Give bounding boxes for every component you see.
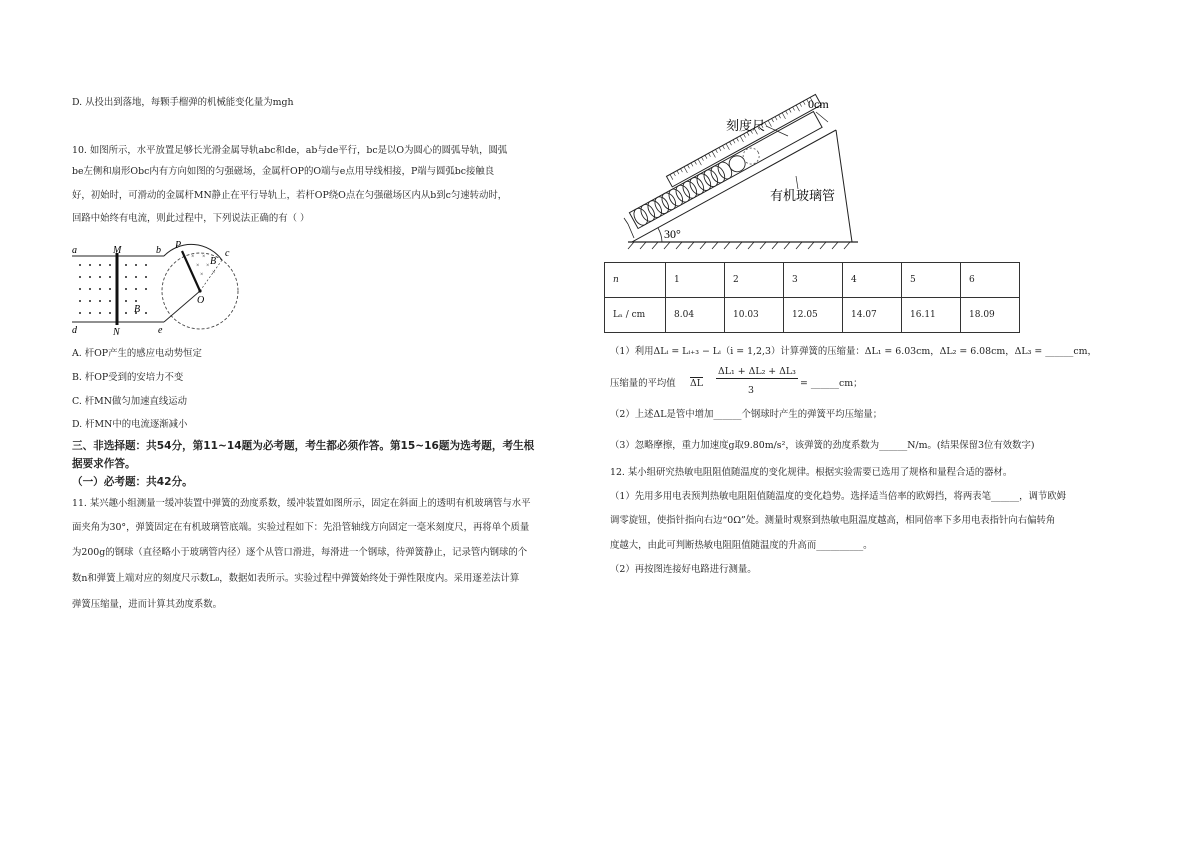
q11-apparatus-figure	[620, 92, 870, 257]
table-row-n	[605, 263, 1020, 298]
q11-line-3: 为200g的钢球（直径略小于玻璃管内径）逐个从管口滑进，每滑进一个钢球，待弹簧静止，记录管内钢球的个	[72, 547, 528, 558]
q12-line-3: 调零旋钮，使指针指向右边“0Ω”处。测量时观察到热敏电阻温度越高，相同倍率下多用电表指针向右偏转角	[610, 515, 1056, 526]
svg-text:×: ×	[196, 263, 200, 269]
table-cell-n-1: 1	[666, 263, 725, 298]
q11-line-2: 面夹角为30°，弹簧固定在有机玻璃管底端。实验过程如下：先沿管轴线方向固定一毫米刻度尺，再将单个质量	[72, 522, 530, 533]
label-n: N	[113, 327, 120, 338]
table-cell-l-3: 12.05	[784, 298, 843, 333]
label-ruler: 刻度尺	[726, 118, 766, 133]
svg-text:×: ×	[212, 270, 216, 276]
svg-text:×: ×	[200, 272, 204, 278]
table-header-n: n	[605, 263, 666, 298]
label-b-field-1: B	[210, 256, 217, 267]
label-b: b	[156, 245, 161, 256]
q10-option-c: C. 杆MN做匀加速直线运动	[72, 396, 187, 407]
table-cell-l-1: 8.04	[666, 298, 725, 333]
q11-line-5: 弹簧压缩量，进而计算其劲度系数。	[72, 599, 223, 610]
q12-line-1: 12. 某小组研究热敏电阻阻值随温度的变化规律。根据实验需要已选用了规格和量程合适的器材。	[610, 467, 1013, 478]
label-e: e	[158, 325, 163, 336]
q10-option-b: B. 杆OP受到的安培力不变	[72, 372, 184, 383]
q11-line-1: 11. 某兴趣小组测量一缓冲装置中弹簧的劲度系数，缓冲装置如图所示，固定在斜面上的透明有机玻璃管与水平	[72, 498, 531, 509]
label-b-field-2: B	[134, 304, 141, 315]
spring-coils	[631, 160, 734, 228]
label-d: d	[72, 325, 77, 336]
q10-figure	[72, 236, 247, 341]
table-cell-n-2: 2	[725, 263, 784, 298]
label-c: c	[225, 248, 230, 259]
q11-sub1-avg-label: 压缩量的平均值	[610, 378, 676, 389]
label-a: a	[72, 245, 77, 256]
q11-data-table	[604, 262, 1020, 333]
label-o: O	[197, 295, 205, 306]
q11-sub2: （2）上述ΔL是管中增加______个钢球时产生的弹簧平均压缩量；	[610, 409, 883, 420]
label-tube: 有机玻璃管	[770, 188, 836, 203]
q10-line-2: be左侧和扇形Obc内有方向如图的匀强磁场，金属杆OP的O端与e点用导线相接，P端与圆弧bc接触良	[72, 166, 495, 177]
table-row-l	[605, 298, 1020, 333]
q10-line-1: 10. 如图所示，水平放置足够长光滑金属导轨abc和de，ab与de平行，bc是以O为圆心的圆弧导轨，圆弧	[72, 145, 508, 156]
q11-sub3: （3）忽略摩擦，重力加速度g取9.80m/s²，该弹簧的劲度系数为______N/m。(结果保留3位有效数字)	[610, 440, 1035, 451]
section-3-sub: （一）必考题：共42分。	[72, 476, 193, 488]
label-p: P	[175, 240, 182, 251]
q12-line-4: 度越大，由此可判断热敏电阻阻值随温度的升高而__________。	[610, 540, 873, 551]
table-header-l: Lₙ / cm	[605, 298, 666, 333]
table-cell-l-6: 18.09	[961, 298, 1020, 333]
table-cell-n-4: 4	[843, 263, 902, 298]
q11-fraction-denominator: 3	[748, 385, 754, 396]
table-cell-l-4: 14.07	[843, 298, 902, 333]
q12-line-2: （1）先用多用电表预判热敏电阻阻值随温度的变化趋势。选择适当倍率的欧姆挡，将两表笔______，调节欧姆	[610, 491, 1066, 502]
svg-text:×: ×	[191, 254, 195, 260]
q10-line-4: 回路中始终有电流，则此过程中，下列说法正确的有（ ）	[72, 213, 310, 224]
q11-sub1-line1: （1）利用ΔLᵢ = Lᵢ₊₃ − Lᵢ（i = 1,2,3）计算弹簧的压缩量：ΔL₁ = 6.03cm，ΔL₂ = 6.08cm，ΔL₃ = ______cm，	[610, 346, 1097, 357]
q12-line-5: （2）再按图连接好电路进行测量。	[610, 564, 757, 575]
q11-fraction-numerator: ΔL₁ + ΔL₂ + ΔL₃	[718, 366, 796, 377]
q10-option-d: D. 杆MN中的电流逐渐减小	[72, 419, 188, 430]
section-3-heading-1: 三、非选择题：共54分，第11~14题为必考题，考生都必须作答。第15~16题为选考题，考生根	[72, 440, 535, 452]
label-m: M	[113, 245, 122, 256]
svg-text:×: ×	[202, 254, 206, 260]
label-0cm: 0cm	[808, 97, 829, 111]
table-cell-n-5: 5	[902, 263, 961, 298]
q11-sub1-avg-answer: = ______cm；	[800, 378, 863, 389]
label-angle: 30°	[664, 227, 681, 241]
svg-text:×: ×	[206, 263, 210, 269]
q11-avg-symbol: $\overline{\Delta L}$	[690, 378, 703, 389]
table-cell-n-3: 3	[784, 263, 843, 298]
q11-line-4: 数n和弹簧上端对应的刻度尺示数L₀，数据如表所示。实验过程中弹簧始终处于弹性限度内。采用逐差法计算	[72, 573, 520, 584]
table-cell-l-2: 10.03	[725, 298, 784, 333]
q10-option-a: A. 杆OP产生的感应电动势恒定	[72, 348, 202, 359]
section-3-heading-2: 据要求作答。	[72, 458, 136, 470]
table-cell-n-6: 6	[961, 263, 1020, 298]
q10-line-3: 好，初始时，可滑动的金属杆MN静止在平行导轨上，若杆OP绕O点在匀强磁场区内从b到c匀速转动时，	[72, 190, 508, 201]
q9-option-d: D. 从投出到落地，每颗手榴弹的机械能变化量为mgh	[72, 97, 294, 108]
table-cell-l-5: 16.11	[902, 298, 961, 333]
